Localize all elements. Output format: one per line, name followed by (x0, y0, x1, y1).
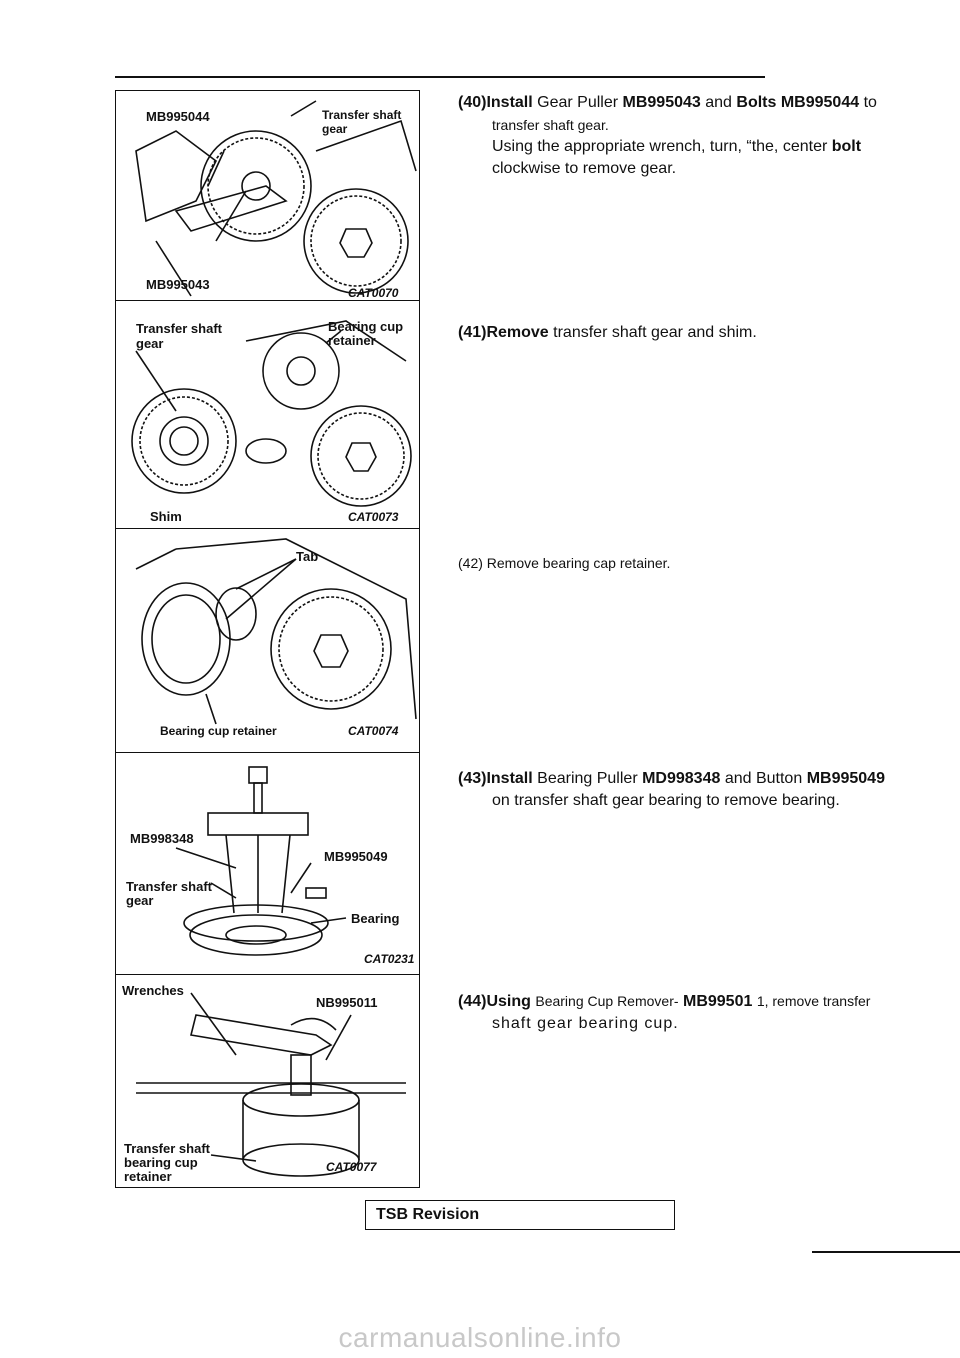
figure-transfer-shaft-gear (115, 300, 420, 528)
step-40-bold3: bolt (831, 138, 862, 155)
fig3-label-0: Tab (296, 549, 319, 564)
step-40-and: and (705, 94, 732, 111)
top-rule (115, 76, 765, 78)
step-44-number: (44) (458, 993, 487, 1010)
step-41-verb: Remove (486, 324, 549, 341)
step-44 (458, 990, 938, 1035)
step-43 (458, 768, 938, 812)
fig1-label-1: Transfer shaft (322, 108, 402, 122)
step-44-rest: 1, remove transfer (756, 993, 871, 1009)
fig4-label-0: MB998348 (130, 831, 194, 846)
fig5-label-0: Wrenches (122, 983, 184, 998)
step-40-tool2: Bolts MB995044 (736, 94, 860, 111)
step-40-line1: Gear Puller (537, 94, 619, 111)
fig2-label-0: Transfer shaft (136, 321, 222, 336)
fig5-label-4: retainer (124, 1169, 172, 1184)
step-40-line4: clockwise to remove gear. (492, 160, 677, 177)
fig3-label-1: Bearing cup retainer (160, 724, 277, 738)
fig2-label-2: Bearing cup (328, 319, 404, 334)
figure-bearing-puller (115, 752, 420, 974)
step-43-line1: Bearing Puller (537, 770, 638, 787)
step-43-number: (43) (458, 770, 487, 787)
tsb-revision-label: TSB Revision (376, 1206, 480, 1223)
step-43-tool1: MD998348 (642, 770, 721, 787)
watermark: carmanualsonline.info (338, 1322, 622, 1353)
step-44-verb: Using (486, 993, 531, 1010)
step-42-text: (42) Remove bearing cap retainer. (458, 555, 671, 571)
step-43-verb: Install (486, 770, 533, 787)
fig2-label-3: retainer (328, 333, 376, 348)
tsb-revision-box (365, 1200, 675, 1230)
bottom-right-rule (812, 1251, 960, 1253)
step-44-line1: Bearing Cup Remover- (535, 993, 679, 1009)
fig5-label-3: bearing cup (124, 1155, 198, 1170)
fig4-label-2: Transfer shaft (126, 879, 212, 894)
step-40-line3: Using the appropriate wrench, turn, “the, center (492, 138, 828, 155)
fig1-label-3: MB995043 (146, 277, 210, 292)
figure-gear-puller (115, 90, 420, 300)
fig3-code: CAT0074 (348, 724, 399, 738)
step-40-line2: transfer shaft gear. (492, 117, 609, 133)
step-40 (458, 92, 938, 180)
fig2-label-1: gear (136, 336, 164, 351)
fig5-code: CAT0077 (326, 1160, 377, 1174)
step-41-number: (41) (458, 324, 487, 341)
step-40-number: (40) (458, 94, 487, 111)
fig1-label-2: gear (322, 122, 348, 136)
step-40-verb: Install (486, 94, 533, 111)
fig4-code: CAT0231 (364, 952, 415, 966)
step-44-line2: shaft gear bearing cup. (492, 1015, 679, 1032)
step-42 (458, 552, 938, 574)
bearing-puller-illustration (116, 753, 418, 973)
fig2-code: CAT0073 (348, 510, 399, 524)
fig1-label-0: MB995044 (146, 109, 210, 124)
fig4-label-3: gear (126, 893, 154, 908)
step-41-text: transfer shaft gear and shim. (553, 324, 757, 341)
fig5-label-1: NB995011 (316, 995, 378, 1010)
step-43-and: and Button (724, 770, 803, 787)
fig4-label-4: Bearing (351, 911, 400, 926)
figure-bearing-cup-retainer (115, 528, 420, 752)
step-43-line2: on transfer shaft gear bearing to remove bearing. (492, 792, 840, 809)
bearing-cup-remover-illustration (116, 975, 418, 1186)
fig1-code: CAT0070 (348, 286, 399, 299)
step-40-tool1: MB995043 (622, 94, 701, 111)
fig4-label-1: MB995049 (324, 849, 388, 864)
bearing-cup-retainer-illustration (116, 529, 418, 751)
fig2-label-4: Shim (150, 509, 182, 524)
gear-puller-illustration (116, 91, 418, 299)
fig5-label-2: Transfer shaft (124, 1141, 210, 1156)
step-40-to: to (863, 94, 877, 111)
step-44-tool1: MB99501 (682, 993, 753, 1010)
transfer-shaft-gear-illustration (116, 301, 418, 527)
figure-bearing-cup-remover (115, 974, 420, 1188)
step-43-tool2: MB995049 (806, 770, 885, 787)
step-41 (458, 322, 938, 344)
